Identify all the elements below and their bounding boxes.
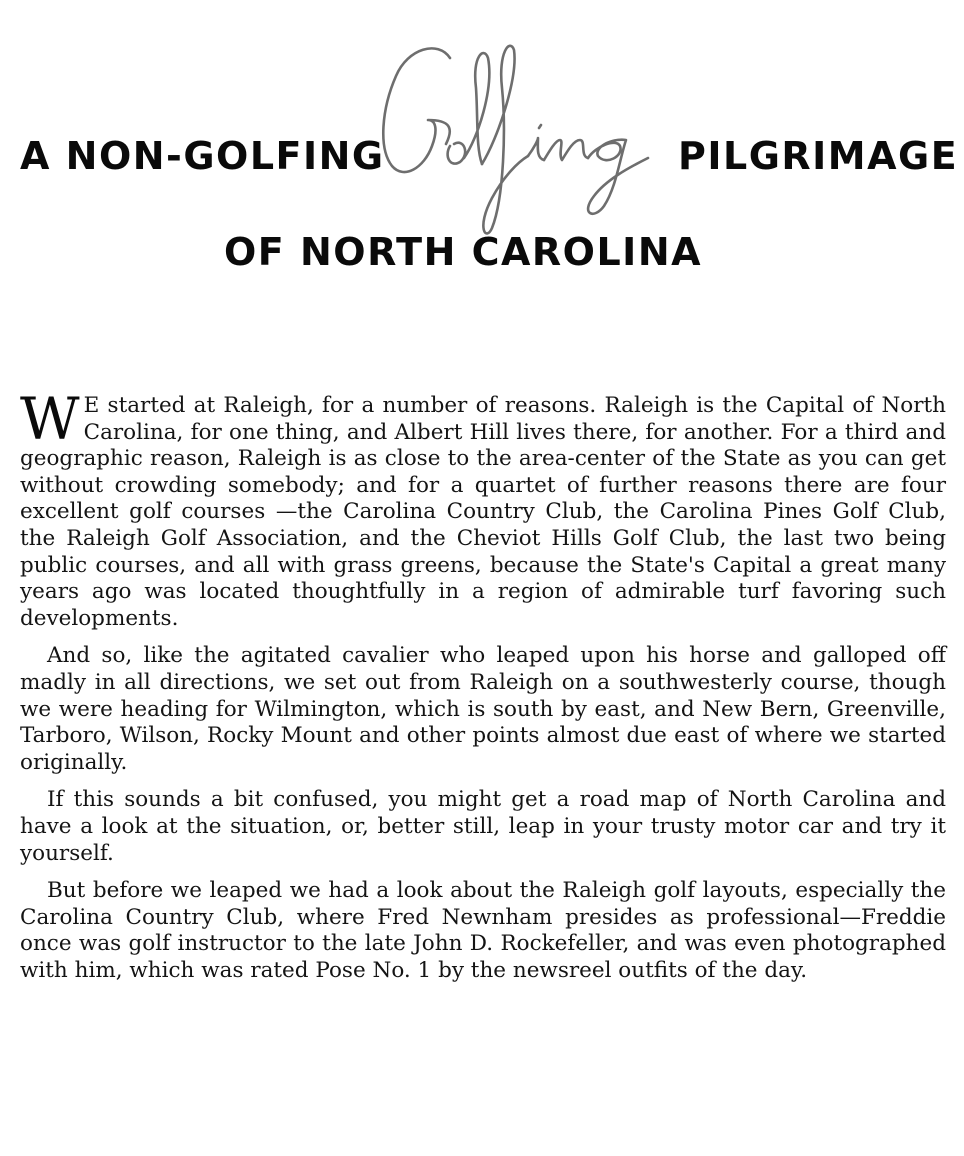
- paragraph-2: And so, like the agitated cavalier who leaped upon his horse and galloped off madly in all directions, we set out from Raleigh on a southwesterly course, though we were heading for Wilmington, which is south by east, and New Bern, Greenville, Tarboro, Wilson, Rocky Mount and other points almost due east of where we started originally.: [20, 643, 946, 775]
- drop-cap: W: [20, 385, 80, 453]
- script-golfing-signature: [358, 28, 658, 238]
- paragraph-1-text: E started at Raleigh, for a number of reasons. Raleigh is the Capital of North Carolina, for one thing, and Albert Hill lives there, for another. For a third and geographic reason, Raleigh is as close to the area-center of the State as you can get without crowding somebody; and for a quartet of further reasons there are four excellent golf courses —the Carolina Country Club, the Carolina Pines Golf Club, the Raleigh Golf Association, and the Cheviot Hills Golf Club, the last two being public courses, and all with grass greens, because the State's Capital a great many years ago was located thoughtfully in a region of admirable turf favoring such developments.: [20, 393, 946, 631]
- title-left: A NON-GOLFING: [20, 134, 385, 178]
- title-right: PILGRIMAGE: [678, 134, 959, 178]
- paragraph-3: If this sounds a bit confused, you might get a road map of North Carolina and have a look at the situation, or, better still, leap in your trusty motor car and try it yourself.: [20, 787, 946, 866]
- paragraph-1: [20, 385, 946, 632]
- paragraph-4: But before we leaped we had a look about the Raleigh golf layouts, especially the Carolina Country Club, where Fred Newnham presides as professional—Freddie once was golf instructor to the late John D. Rockefeller, and was even photographed with him, which was rated Pose No. 1 by the newsreel outfits of the day.: [20, 878, 946, 983]
- article-body: [20, 385, 946, 995]
- title-line-two: OF NORTH CAROLINA: [224, 230, 703, 274]
